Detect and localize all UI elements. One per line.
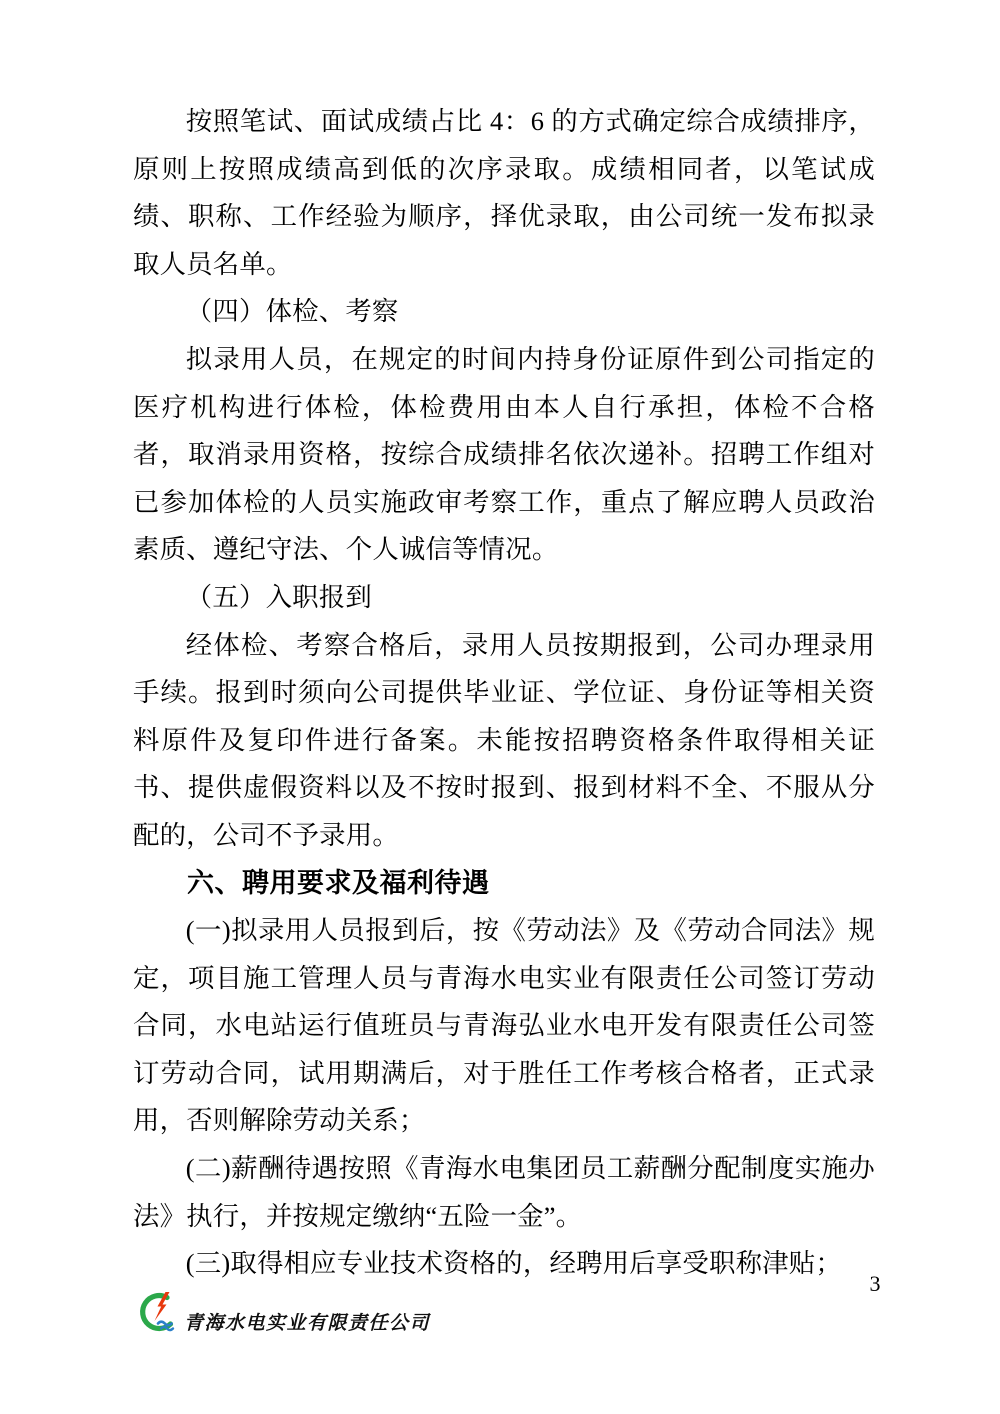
paragraph-ranking-rule: 按照笔试、面试成绩占比 4：6 的方式确定综合成绩排序，原则上按照成绩高到低的次序录取。成绩相同者，以笔试成绩、职称、工作经验为顺序，择优录取，由公司统一发布拟录取人员名单。	[133, 106, 875, 279]
subheading-onboarding: （五）入职报到	[185, 581, 372, 612]
subheading-physical-exam: （四）体检、考察	[185, 296, 399, 327]
section-heading-employment-benefits: 六、聘用要求及福利待遇	[187, 867, 490, 898]
paragraph-title-allowance: (三)取得相应专业技术资格的，经聘用后享受职称津贴；	[185, 1248, 842, 1279]
paragraph-salary: (二)薪酬待遇按照《青海水电集团员工薪酬分配制度实施办法》执行，并按规定缴纳“五险一金”。	[133, 1153, 875, 1231]
company-logo-icon	[137, 1291, 183, 1337]
paragraph-labor-contract: (一)拟录用人员报到后，按《劳动法》及《劳动合同法》规定，项目施工管理人员与青海水电实业有限责任公司签订劳动合同，水电站运行值班员与青海弘业水电开发有限责任公司签订劳动合同，试用期满后，对于胜任工作考核合格者，正式录用，否则解除劳动关系；	[133, 915, 875, 1136]
footer-company-name: 青海水电实业有限责任公司	[184, 1313, 431, 1334]
page-number: 3	[869, 1271, 881, 1296]
document-body	[133, 98, 875, 1288]
paragraph-onboarding: 经体检、考察合格后，录用人员按期报到，公司办理录用手续。报到时须向公司提供毕业证、学位证、身份证等相关资料原件及复印件进行备案。未能按招聘资格条件取得相关证书、提供虚假资料以及不按时报到、报到材料不全、不服从分配的，公司不予录用。	[133, 629, 875, 850]
paragraph-physical-exam: 拟录用人员，在规定的时间内持身份证原件到公司指定的医疗机构进行体检，体检费用由本人自行承担，体检不合格者，取消录用资格，按综合成绩排名依次递补。招聘工作组对已参加体检的人员实施政审考察工作，重点了解应聘人员政治素质、遵纪守法、个人诚信等情况。	[133, 343, 875, 565]
